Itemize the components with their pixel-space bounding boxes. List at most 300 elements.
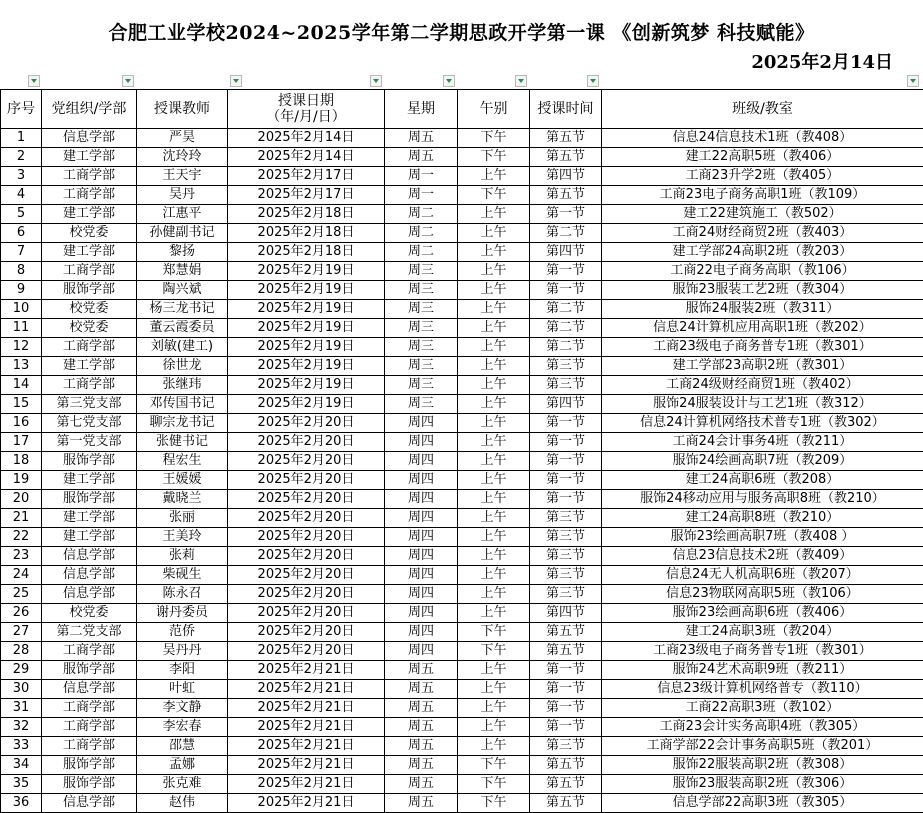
cell-time[interactable]: 第五节 xyxy=(530,642,602,661)
cell-no[interactable]: 18 xyxy=(1,452,42,471)
cell-time[interactable]: 第一节 xyxy=(530,490,602,509)
cell-teacher[interactable]: 柴砚生 xyxy=(137,566,228,585)
cell-no[interactable]: 9 xyxy=(1,281,42,300)
cell-no[interactable]: 36 xyxy=(1,794,42,813)
cell-date[interactable]: 2025年2月20日 xyxy=(228,509,385,528)
cell-weekday[interactable]: 周三 xyxy=(385,281,458,300)
cell-teacher[interactable]: 严昊 xyxy=(137,129,228,148)
cell-period[interactable]: 下午 xyxy=(458,623,530,642)
cell-weekday[interactable]: 周四 xyxy=(385,433,458,452)
cell-date[interactable]: 2025年2月19日 xyxy=(228,376,385,395)
cell-org[interactable]: 建工学部 xyxy=(42,148,137,167)
cell-period[interactable]: 上午 xyxy=(458,281,530,300)
cell-teacher[interactable]: 孙健副书记 xyxy=(137,224,228,243)
cell-class[interactable]: 信息23信息技术2班（教409） xyxy=(602,547,923,566)
cell-weekday[interactable]: 周四 xyxy=(385,585,458,604)
cell-class[interactable]: 工商学部22会计事务高职5班（教201） xyxy=(602,737,923,756)
cell-time[interactable]: 第五节 xyxy=(530,623,602,642)
cell-weekday[interactable]: 周五 xyxy=(385,148,458,167)
cell-class[interactable]: 信息24信息技术1班（教408） xyxy=(602,129,923,148)
cell-teacher[interactable]: 杨三龙书记 xyxy=(137,300,228,319)
cell-class[interactable]: 工商23级电子商务普专1班（教301） xyxy=(602,642,923,661)
cell-no[interactable]: 8 xyxy=(1,262,42,281)
cell-date[interactable]: 2025年2月21日 xyxy=(228,680,385,699)
cell-no[interactable]: 4 xyxy=(1,186,42,205)
cell-org[interactable]: 建工学部 xyxy=(42,243,137,262)
cell-teacher[interactable]: 张健书记 xyxy=(137,433,228,452)
cell-weekday[interactable]: 周四 xyxy=(385,547,458,566)
cell-teacher[interactable]: 江惠平 xyxy=(137,205,228,224)
cell-weekday[interactable]: 周三 xyxy=(385,262,458,281)
cell-date[interactable]: 2025年2月20日 xyxy=(228,623,385,642)
cell-date[interactable]: 2025年2月14日 xyxy=(228,129,385,148)
cell-date[interactable]: 2025年2月19日 xyxy=(228,357,385,376)
cell-org[interactable]: 第一党支部 xyxy=(42,433,137,452)
cell-period[interactable]: 上午 xyxy=(458,585,530,604)
cell-time[interactable]: 第三节 xyxy=(530,528,602,547)
cell-teacher[interactable]: 王媛媛 xyxy=(137,471,228,490)
cell-time[interactable]: 第三节 xyxy=(530,509,602,528)
cell-weekday[interactable]: 周四 xyxy=(385,471,458,490)
cell-period[interactable]: 下午 xyxy=(458,756,530,775)
cell-period[interactable]: 上午 xyxy=(458,452,530,471)
cell-weekday[interactable]: 周四 xyxy=(385,623,458,642)
cell-date[interactable]: 2025年2月21日 xyxy=(228,699,385,718)
cell-date[interactable]: 2025年2月20日 xyxy=(228,471,385,490)
cell-org[interactable]: 信息学部 xyxy=(42,794,137,813)
cell-class[interactable]: 服饰23服装高职2班（教306） xyxy=(602,775,923,794)
cell-period[interactable]: 上午 xyxy=(458,509,530,528)
cell-period[interactable]: 上午 xyxy=(458,661,530,680)
cell-date[interactable]: 2025年2月19日 xyxy=(228,338,385,357)
cell-weekday[interactable]: 周五 xyxy=(385,680,458,699)
cell-time[interactable]: 第二节 xyxy=(530,224,602,243)
cell-weekday[interactable]: 周四 xyxy=(385,414,458,433)
cell-org[interactable]: 校党委 xyxy=(42,319,137,338)
cell-teacher[interactable]: 孟娜 xyxy=(137,756,228,775)
cell-class[interactable]: 建工24高职6班（教208） xyxy=(602,471,923,490)
cell-period[interactable]: 下午 xyxy=(458,775,530,794)
cell-weekday[interactable]: 周五 xyxy=(385,699,458,718)
cell-period[interactable]: 上午 xyxy=(458,300,530,319)
cell-no[interactable]: 3 xyxy=(1,167,42,186)
cell-org[interactable]: 第二党支部 xyxy=(42,623,137,642)
cell-class[interactable]: 建工学部23高职2班（教301） xyxy=(602,357,923,376)
cell-org[interactable]: 第三党支部 xyxy=(42,395,137,414)
cell-weekday[interactable]: 周三 xyxy=(385,338,458,357)
cell-weekday[interactable]: 周二 xyxy=(385,205,458,224)
cell-no[interactable]: 2 xyxy=(1,148,42,167)
cell-teacher[interactable]: 赵伟 xyxy=(137,794,228,813)
cell-class[interactable]: 建工22高职5班（教406） xyxy=(602,148,923,167)
cell-class[interactable]: 信息23物联网高职5班（教106） xyxy=(602,585,923,604)
cell-no[interactable]: 15 xyxy=(1,395,42,414)
cell-weekday[interactable]: 周五 xyxy=(385,737,458,756)
cell-teacher[interactable]: 邵慧 xyxy=(137,737,228,756)
cell-weekday[interactable]: 周三 xyxy=(385,395,458,414)
cell-org[interactable]: 工商学部 xyxy=(42,376,137,395)
cell-weekday[interactable]: 周五 xyxy=(385,129,458,148)
cell-date[interactable]: 2025年2月20日 xyxy=(228,414,385,433)
cell-no[interactable]: 30 xyxy=(1,680,42,699)
cell-date[interactable]: 2025年2月20日 xyxy=(228,528,385,547)
cell-class[interactable]: 工商24会计事务4班（教211） xyxy=(602,433,923,452)
cell-time[interactable]: 第三节 xyxy=(530,566,602,585)
cell-org[interactable]: 服饰学部 xyxy=(42,756,137,775)
filter-dropdown-icon[interactable] xyxy=(28,75,40,87)
cell-date[interactable]: 2025年2月21日 xyxy=(228,794,385,813)
cell-date[interactable]: 2025年2月21日 xyxy=(228,718,385,737)
cell-no[interactable]: 5 xyxy=(1,205,42,224)
cell-weekday[interactable]: 周三 xyxy=(385,376,458,395)
cell-period[interactable]: 上午 xyxy=(458,528,530,547)
cell-org[interactable]: 信息学部 xyxy=(42,585,137,604)
cell-time[interactable]: 第四节 xyxy=(530,167,602,186)
cell-class[interactable]: 信息24计算机网络技术普专1班（教302） xyxy=(602,414,923,433)
cell-time[interactable]: 第一节 xyxy=(530,680,602,699)
cell-weekday[interactable]: 周四 xyxy=(385,528,458,547)
cell-class[interactable]: 信息学部22高职3班（教305） xyxy=(602,794,923,813)
cell-org[interactable]: 信息学部 xyxy=(42,547,137,566)
cell-weekday[interactable]: 周三 xyxy=(385,300,458,319)
cell-date[interactable]: 2025年2月20日 xyxy=(228,452,385,471)
cell-org[interactable]: 工商学部 xyxy=(42,262,137,281)
cell-no[interactable]: 7 xyxy=(1,243,42,262)
cell-weekday[interactable]: 周四 xyxy=(385,566,458,585)
cell-time[interactable]: 第一节 xyxy=(530,452,602,471)
cell-class[interactable]: 工商23升学2班（教405） xyxy=(602,167,923,186)
cell-time[interactable]: 第五节 xyxy=(530,186,602,205)
cell-date[interactable]: 2025年2月20日 xyxy=(228,490,385,509)
cell-class[interactable]: 工商23电子商务高职1班（教109） xyxy=(602,186,923,205)
cell-teacher[interactable]: 刘敏(建工) xyxy=(137,338,228,357)
cell-org[interactable]: 服饰学部 xyxy=(42,490,137,509)
cell-weekday[interactable]: 周四 xyxy=(385,509,458,528)
cell-time[interactable]: 第一节 xyxy=(530,262,602,281)
cell-weekday[interactable]: 周五 xyxy=(385,794,458,813)
cell-period[interactable]: 上午 xyxy=(458,357,530,376)
cell-teacher[interactable]: 王美玲 xyxy=(137,528,228,547)
cell-teacher[interactable]: 董云霞委员 xyxy=(137,319,228,338)
cell-date[interactable]: 2025年2月20日 xyxy=(228,547,385,566)
cell-date[interactable]: 2025年2月17日 xyxy=(228,186,385,205)
cell-teacher[interactable]: 聊宗龙书记 xyxy=(137,414,228,433)
cell-date[interactable]: 2025年2月18日 xyxy=(228,243,385,262)
cell-date[interactable]: 2025年2月17日 xyxy=(228,167,385,186)
cell-class[interactable]: 服饰24艺术高职9班（教211） xyxy=(602,661,923,680)
cell-teacher[interactable]: 张丽 xyxy=(137,509,228,528)
cell-class[interactable]: 服饰23绘画高职7班（教408 ） xyxy=(602,528,923,547)
cell-no[interactable]: 11 xyxy=(1,319,42,338)
cell-period[interactable]: 上午 xyxy=(458,376,530,395)
cell-no[interactable]: 24 xyxy=(1,566,42,585)
cell-time[interactable]: 第三节 xyxy=(530,376,602,395)
cell-time[interactable]: 第一节 xyxy=(530,699,602,718)
cell-period[interactable]: 上午 xyxy=(458,604,530,623)
cell-time[interactable]: 第五节 xyxy=(530,775,602,794)
cell-class[interactable]: 建工22建筑施工（教502） xyxy=(602,205,923,224)
cell-teacher[interactable]: 郑慧娟 xyxy=(137,262,228,281)
cell-teacher[interactable]: 张继玮 xyxy=(137,376,228,395)
cell-date[interactable]: 2025年2月18日 xyxy=(228,224,385,243)
cell-weekday[interactable]: 周五 xyxy=(385,661,458,680)
cell-time[interactable]: 第三节 xyxy=(530,737,602,756)
cell-teacher[interactable]: 吴丹 xyxy=(137,186,228,205)
cell-period[interactable]: 上午 xyxy=(458,718,530,737)
cell-weekday[interactable]: 周一 xyxy=(385,186,458,205)
cell-teacher[interactable]: 王天宇 xyxy=(137,167,228,186)
cell-period[interactable]: 下午 xyxy=(458,129,530,148)
header-no[interactable]: 序号 xyxy=(1,90,42,129)
cell-org[interactable]: 校党委 xyxy=(42,224,137,243)
cell-no[interactable]: 14 xyxy=(1,376,42,395)
cell-time[interactable]: 第五节 xyxy=(530,148,602,167)
cell-weekday[interactable]: 周五 xyxy=(385,718,458,737)
cell-teacher[interactable]: 范侨 xyxy=(137,623,228,642)
cell-teacher[interactable]: 叶虹 xyxy=(137,680,228,699)
cell-org[interactable]: 建工学部 xyxy=(42,528,137,547)
cell-teacher[interactable]: 谢丹委员 xyxy=(137,604,228,623)
cell-time[interactable]: 第五节 xyxy=(530,756,602,775)
cell-org[interactable]: 建工学部 xyxy=(42,471,137,490)
cell-period[interactable]: 上午 xyxy=(458,471,530,490)
cell-teacher[interactable]: 李宏春 xyxy=(137,718,228,737)
cell-teacher[interactable]: 陈永召 xyxy=(137,585,228,604)
filter-dropdown-icon[interactable] xyxy=(587,75,599,87)
cell-time[interactable]: 第一节 xyxy=(530,433,602,452)
cell-period[interactable]: 上午 xyxy=(458,224,530,243)
cell-no[interactable]: 28 xyxy=(1,642,42,661)
header-class[interactable]: 班级/教室 xyxy=(602,90,923,129)
cell-period[interactable]: 下午 xyxy=(458,642,530,661)
cell-org[interactable]: 服饰学部 xyxy=(42,281,137,300)
cell-no[interactable]: 19 xyxy=(1,471,42,490)
header-time[interactable]: 授课时间 xyxy=(530,90,602,129)
cell-date[interactable]: 2025年2月19日 xyxy=(228,395,385,414)
cell-time[interactable]: 第一节 xyxy=(530,718,602,737)
header-weekday[interactable]: 星期 xyxy=(385,90,458,129)
cell-org[interactable]: 服饰学部 xyxy=(42,775,137,794)
cell-date[interactable]: 2025年2月19日 xyxy=(228,281,385,300)
cell-time[interactable]: 第二节 xyxy=(530,300,602,319)
cell-time[interactable]: 第五节 xyxy=(530,129,602,148)
cell-time[interactable]: 第四节 xyxy=(530,604,602,623)
cell-time[interactable]: 第三节 xyxy=(530,547,602,566)
cell-date[interactable]: 2025年2月21日 xyxy=(228,661,385,680)
cell-date[interactable]: 2025年2月20日 xyxy=(228,566,385,585)
cell-teacher[interactable]: 李文静 xyxy=(137,699,228,718)
cell-time[interactable]: 第一节 xyxy=(530,414,602,433)
cell-class[interactable]: 服饰24绘画高职7班（教209） xyxy=(602,452,923,471)
cell-period[interactable]: 上午 xyxy=(458,433,530,452)
cell-org[interactable]: 建工学部 xyxy=(42,357,137,376)
cell-org[interactable]: 服饰学部 xyxy=(42,452,137,471)
cell-period[interactable]: 下午 xyxy=(458,148,530,167)
header-date[interactable] xyxy=(228,90,385,129)
cell-period[interactable]: 下午 xyxy=(458,186,530,205)
cell-time[interactable]: 第二节 xyxy=(530,319,602,338)
cell-teacher[interactable]: 张克难 xyxy=(137,775,228,794)
cell-teacher[interactable]: 徐世龙 xyxy=(137,357,228,376)
cell-no[interactable]: 25 xyxy=(1,585,42,604)
cell-no[interactable]: 10 xyxy=(1,300,42,319)
cell-teacher[interactable]: 程宏生 xyxy=(137,452,228,471)
cell-date[interactable]: 2025年2月19日 xyxy=(228,319,385,338)
cell-no[interactable]: 26 xyxy=(1,604,42,623)
cell-teacher[interactable]: 沈玲玲 xyxy=(137,148,228,167)
cell-org[interactable]: 校党委 xyxy=(42,300,137,319)
cell-class[interactable]: 信息23级计算机网络普专（教110） xyxy=(602,680,923,699)
cell-class[interactable]: 工商24财经商贸2班（教403） xyxy=(602,224,923,243)
cell-period[interactable]: 上午 xyxy=(458,547,530,566)
cell-date[interactable]: 2025年2月19日 xyxy=(228,300,385,319)
cell-org[interactable]: 信息学部 xyxy=(42,129,137,148)
cell-no[interactable]: 17 xyxy=(1,433,42,452)
cell-weekday[interactable]: 周四 xyxy=(385,642,458,661)
cell-org[interactable]: 工商学部 xyxy=(42,338,137,357)
cell-time[interactable]: 第四节 xyxy=(530,243,602,262)
cell-period[interactable]: 上午 xyxy=(458,699,530,718)
cell-org[interactable]: 信息学部 xyxy=(42,566,137,585)
cell-no[interactable]: 29 xyxy=(1,661,42,680)
cell-date[interactable]: 2025年2月20日 xyxy=(228,433,385,452)
cell-weekday[interactable]: 周五 xyxy=(385,775,458,794)
cell-org[interactable]: 服饰学部 xyxy=(42,661,137,680)
cell-period[interactable]: 上午 xyxy=(458,167,530,186)
cell-class[interactable]: 信息24无人机高职6班（教207） xyxy=(602,566,923,585)
cell-class[interactable]: 工商23会计实务高职4班（教305） xyxy=(602,718,923,737)
cell-class[interactable]: 服饰24服装2班（教311） xyxy=(602,300,923,319)
cell-period[interactable]: 上午 xyxy=(458,243,530,262)
cell-no[interactable]: 34 xyxy=(1,756,42,775)
cell-period[interactable]: 上午 xyxy=(458,737,530,756)
cell-teacher[interactable]: 邓传国书记 xyxy=(137,395,228,414)
cell-time[interactable]: 第三节 xyxy=(530,357,602,376)
cell-no[interactable]: 6 xyxy=(1,224,42,243)
cell-weekday[interactable]: 周四 xyxy=(385,452,458,471)
cell-period[interactable]: 下午 xyxy=(458,794,530,813)
cell-no[interactable]: 23 xyxy=(1,547,42,566)
cell-weekday[interactable]: 周四 xyxy=(385,490,458,509)
filter-dropdown-icon[interactable] xyxy=(230,75,242,87)
cell-org[interactable]: 信息学部 xyxy=(42,680,137,699)
cell-time[interactable]: 第一节 xyxy=(530,281,602,300)
cell-org[interactable]: 建工学部 xyxy=(42,509,137,528)
cell-org[interactable]: 工商学部 xyxy=(42,186,137,205)
cell-no[interactable]: 21 xyxy=(1,509,42,528)
cell-class[interactable]: 服饰24服装设计与工艺1班（教312） xyxy=(602,395,923,414)
cell-time[interactable]: 第一节 xyxy=(530,471,602,490)
cell-class[interactable]: 工商22高职3班（教102） xyxy=(602,699,923,718)
header-org[interactable]: 党组织/学部 xyxy=(42,90,137,129)
cell-time[interactable]: 第四节 xyxy=(530,395,602,414)
cell-weekday[interactable]: 周三 xyxy=(385,357,458,376)
cell-teacher[interactable]: 李阳 xyxy=(137,661,228,680)
cell-no[interactable]: 35 xyxy=(1,775,42,794)
cell-date[interactable]: 2025年2月14日 xyxy=(228,148,385,167)
cell-org[interactable]: 第七党支部 xyxy=(42,414,137,433)
cell-class[interactable]: 信息24计算机应用高职1班（教202） xyxy=(602,319,923,338)
header-period[interactable]: 午别 xyxy=(458,90,530,129)
cell-org[interactable]: 工商学部 xyxy=(42,718,137,737)
header-teacher[interactable]: 授课教师 xyxy=(137,90,228,129)
cell-class[interactable]: 服饰23绘画高职6班（教406） xyxy=(602,604,923,623)
cell-org[interactable]: 工商学部 xyxy=(42,642,137,661)
cell-org[interactable]: 工商学部 xyxy=(42,737,137,756)
cell-class[interactable]: 建工24高职3班（教204） xyxy=(602,623,923,642)
cell-class[interactable]: 服饰22服装高职2班（教308） xyxy=(602,756,923,775)
cell-period[interactable]: 上午 xyxy=(458,414,530,433)
filter-dropdown-icon[interactable] xyxy=(370,75,382,87)
cell-date[interactable]: 2025年2月18日 xyxy=(228,205,385,224)
filter-dropdown-icon[interactable] xyxy=(515,75,527,87)
cell-period[interactable]: 上午 xyxy=(458,566,530,585)
cell-period[interactable]: 上午 xyxy=(458,680,530,699)
cell-weekday[interactable]: 周一 xyxy=(385,167,458,186)
cell-org[interactable]: 工商学部 xyxy=(42,699,137,718)
cell-date[interactable]: 2025年2月20日 xyxy=(228,642,385,661)
cell-org[interactable]: 建工学部 xyxy=(42,205,137,224)
cell-period[interactable]: 上午 xyxy=(458,395,530,414)
cell-time[interactable]: 第二节 xyxy=(530,338,602,357)
cell-class[interactable]: 工商24级财经商贸1班（教402） xyxy=(602,376,923,395)
cell-time[interactable]: 第一节 xyxy=(530,205,602,224)
cell-no[interactable]: 33 xyxy=(1,737,42,756)
cell-teacher[interactable]: 吴丹丹 xyxy=(137,642,228,661)
cell-period[interactable]: 上午 xyxy=(458,262,530,281)
cell-date[interactable]: 2025年2月19日 xyxy=(228,262,385,281)
cell-teacher[interactable]: 戴晓兰 xyxy=(137,490,228,509)
cell-date[interactable]: 2025年2月20日 xyxy=(228,604,385,623)
cell-no[interactable]: 16 xyxy=(1,414,42,433)
cell-no[interactable]: 20 xyxy=(1,490,42,509)
cell-period[interactable]: 上午 xyxy=(458,490,530,509)
cell-date[interactable]: 2025年2月21日 xyxy=(228,737,385,756)
cell-class[interactable]: 服饰23服装工艺2班（教304） xyxy=(602,281,923,300)
cell-org[interactable]: 工商学部 xyxy=(42,167,137,186)
cell-weekday[interactable]: 周三 xyxy=(385,319,458,338)
cell-period[interactable]: 上午 xyxy=(458,319,530,338)
cell-period[interactable]: 上午 xyxy=(458,205,530,224)
cell-time[interactable]: 第一节 xyxy=(530,661,602,680)
cell-class[interactable]: 服饰24移动应用与服务高职8班（教210） xyxy=(602,490,923,509)
cell-class[interactable]: 建工学部24高职2班（教203） xyxy=(602,243,923,262)
filter-dropdown-icon[interactable] xyxy=(907,75,919,87)
cell-period[interactable]: 上午 xyxy=(458,338,530,357)
cell-no[interactable]: 22 xyxy=(1,528,42,547)
cell-teacher[interactable]: 张莉 xyxy=(137,547,228,566)
cell-weekday[interactable]: 周五 xyxy=(385,756,458,775)
cell-no[interactable]: 12 xyxy=(1,338,42,357)
cell-no[interactable]: 31 xyxy=(1,699,42,718)
cell-teacher[interactable]: 陶兴斌 xyxy=(137,281,228,300)
cell-weekday[interactable]: 周四 xyxy=(385,604,458,623)
cell-time[interactable]: 第五节 xyxy=(530,794,602,813)
cell-weekday[interactable]: 周二 xyxy=(385,243,458,262)
cell-no[interactable]: 32 xyxy=(1,718,42,737)
cell-date[interactable]: 2025年2月21日 xyxy=(228,756,385,775)
cell-time[interactable]: 第三节 xyxy=(530,585,602,604)
cell-weekday[interactable]: 周二 xyxy=(385,224,458,243)
filter-dropdown-icon[interactable] xyxy=(443,75,455,87)
cell-no[interactable]: 13 xyxy=(1,357,42,376)
cell-class[interactable]: 工商23级电子商务普专1班（教301） xyxy=(602,338,923,357)
cell-class[interactable]: 工商22电子商务高职（教106） xyxy=(602,262,923,281)
filter-dropdown-icon[interactable] xyxy=(122,75,134,87)
cell-date[interactable]: 2025年2月21日 xyxy=(228,775,385,794)
cell-no[interactable]: 27 xyxy=(1,623,42,642)
cell-teacher[interactable]: 黎扬 xyxy=(137,243,228,262)
